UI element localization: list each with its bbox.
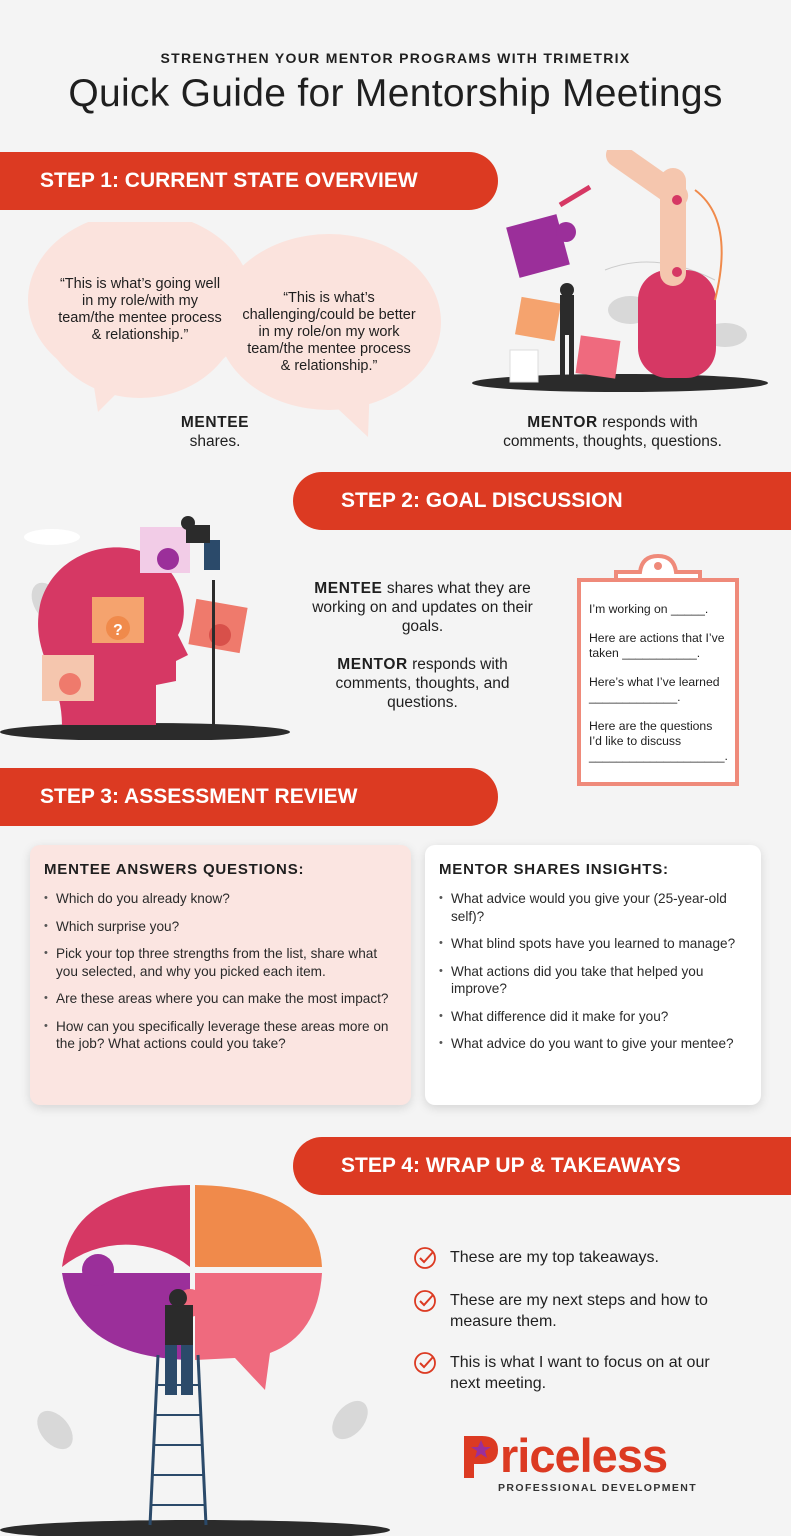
list-item: • What actions did you take that helped you improve? [439,963,743,998]
head-puzzle-illustration [0,485,300,740]
list-item: • Which surprise you? [44,918,393,936]
header-kicker: STRENGTHEN YOUR MENTOR PROGRAMS WITH TRIMETRIX [160,50,631,66]
list-item: • Which do you already know? [44,890,393,908]
step2-mentee-caption [300,579,545,636]
speech-bubble-challenging: “This is what’s challenging/could be better in my role/on my work team/the mentee process & relationship.” [242,289,416,374]
list-item: • Are these areas where you can make the most impact? [44,990,393,1008]
takeaway-text: These are my top takeaways. [450,1249,659,1266]
mentor-responds-text: responds with [602,414,698,431]
mentor-role-label: MENTOR [527,414,598,431]
logo-wordmark: riceless [500,1429,668,1482]
mentor-insights-card [425,845,761,1105]
logo-p-star-icon [462,1430,500,1480]
check-circle-icon [413,1351,437,1375]
step2-mentor-caption [310,655,535,712]
step2-mentor-text: responds with comments, thoughts, and questions. [335,656,510,711]
mentor-card-title: MENTOR SHARES INSIGHTS: [439,861,669,878]
list-item: • Pick your top three strengths from the list, share what you selected, and why you picked each item. [44,945,393,980]
goal-clipboard [577,578,739,786]
list-item: • What advice would you give your (25-year-old self)? [439,890,743,925]
check-circle-icon [413,1289,437,1313]
mentee-role-label: MENTEE [180,414,250,431]
priceless-logo [462,1430,702,1494]
svg-text:?: ? [113,622,123,639]
step2-banner: STEP 2: GOAL DISCUSSION [293,472,791,530]
page-title: Quick Guide for Mentorship Meetings [68,72,723,115]
list-item: • What blind spots have you learned to manage? [439,935,743,953]
takeaway-text: This is what I want to focus on at our next meeting. [450,1354,710,1392]
list-item: • What advice do you want to give your mentee? [439,1035,743,1053]
step2-mentee-text: shares what they are working on and updates on their goals. [312,580,533,635]
mentor-responds-text-2: comments, thoughts, questions. [503,433,722,450]
step2-mentor-role: MENTOR [337,656,408,673]
clipboard-line: Here are actions that I’ve taken ___________. [589,631,725,660]
mentee-questions-card [30,845,411,1105]
step1-mentee-caption [150,413,280,451]
step2-mentee-role: MENTEE [314,580,383,597]
logo-subtitle: PROFESSIONAL DEVELOPMENT [498,1482,698,1494]
list-item [413,1247,743,1270]
speech-bubble-going-well: “This is what’s going well in my role/with my team/the mentee process & relationship.” [40,222,240,398]
mentee-card-title: MENTEE ANSWERS QUESTIONS: [44,861,305,878]
step1-mentor-caption [470,413,755,451]
mentee-shares-text: shares. [189,433,241,450]
list-item [413,1352,743,1394]
step3-banner: STEP 3: ASSESSMENT REVIEW [0,768,498,826]
clipboard-line: Here’s what I’ve learned _____________. [589,675,720,704]
list-item: • How can you specifically leverage these areas more on the job? What actions could you take? [44,1018,393,1053]
step4-banner: STEP 4: WRAP UP & TAKEAWAYS [293,1137,791,1195]
step1-banner: STEP 1: CURRENT STATE OVERVIEW [0,152,498,210]
takeaway-text: These are my next steps and how to measure them. [450,1292,708,1330]
clipboard-line: Here are the questions I’d like to discuss ____________________. [589,719,728,763]
puzzle-speech-bubble-illustration [0,1175,390,1536]
list-item [413,1290,743,1332]
check-circle-icon [413,1246,437,1270]
robot-arm-puzzle-illustration [470,150,780,400]
list-item: • What difference did it make for you? [439,1008,743,1026]
clipboard-line: I’m working on _____. [589,602,709,616]
takeaways-list [413,1247,743,1394]
